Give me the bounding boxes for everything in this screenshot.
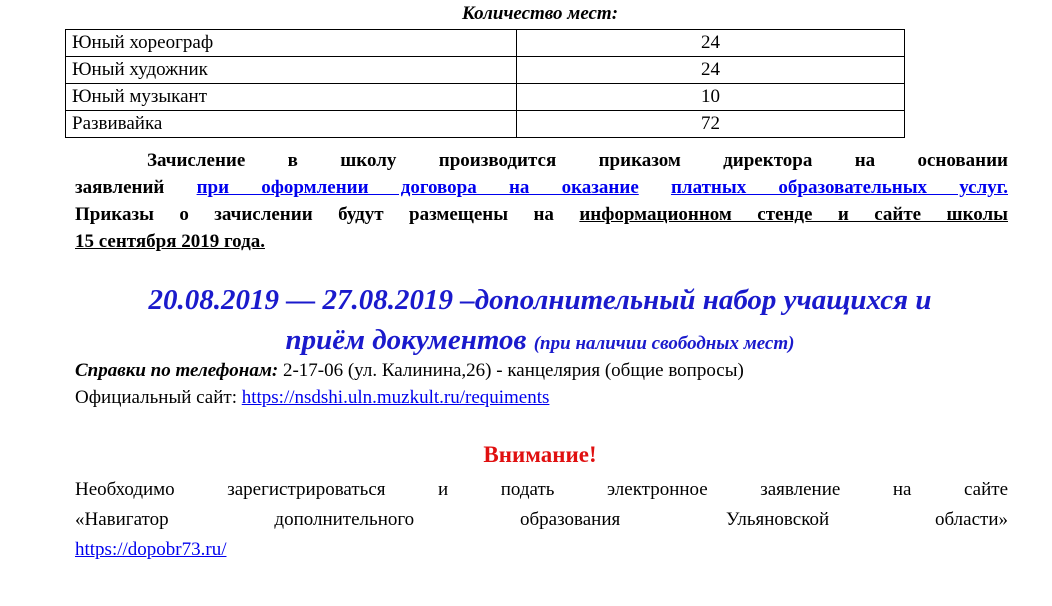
table-row xyxy=(66,30,905,57)
table-row xyxy=(66,111,905,138)
enrollment-paragraph xyxy=(75,147,1008,255)
site-label: Официальный сайт: xyxy=(75,387,242,408)
headline-note: (при наличии свободных мест) xyxy=(533,333,795,354)
paid-services-link[interactable]: платных образовательных услуг. xyxy=(670,177,1009,198)
enrollment-line-3 xyxy=(75,201,1008,228)
headline-documents: приём документов xyxy=(285,324,527,356)
table-caption: Количество мест: xyxy=(461,3,619,24)
orders-prefix: Приказы о зачислении будут размещены на xyxy=(75,204,554,225)
navigator-link[interactable]: https://dopobr73.ru/ xyxy=(75,539,227,560)
phone-label: Справки по телефонам: xyxy=(75,360,279,381)
notice-line-3 xyxy=(75,535,1008,565)
seat-count: 24 xyxy=(517,30,905,57)
notice-paragraph xyxy=(75,475,1008,565)
table-row xyxy=(66,57,905,84)
course-name: Развивайка xyxy=(66,111,517,138)
notice-line-1: Необходимо зарегистрироваться и подать электронное заявление на сайте xyxy=(75,479,1008,500)
course-name: Юный музыкант xyxy=(66,84,517,111)
enrollment-prefix: заявлений xyxy=(75,177,165,198)
notice-line-2: «Навигатор дополнительного образования Ульяновской области» xyxy=(75,509,1008,530)
seat-count: 24 xyxy=(517,57,905,84)
phone-text: 2-17-06 (ул. Калинина,26) - канцелярия (общие вопросы) xyxy=(278,360,744,381)
course-name: Юный художник xyxy=(66,57,517,84)
enrollment-line-2 xyxy=(75,174,1008,201)
table-row xyxy=(66,84,905,111)
info-stand-text: информационном стенде и сайте школы xyxy=(579,204,1009,225)
seat-count: 10 xyxy=(517,84,905,111)
seat-count: 72 xyxy=(517,111,905,138)
headline-line-1: 20.08.2019 — 27.08.2019 –дополнительный набор учащихся и xyxy=(148,284,932,316)
site-info xyxy=(75,384,549,412)
official-site-link[interactable]: https://nsdshi.uln.muzkult.ru/requiments xyxy=(241,387,550,408)
enrollment-date: 15 сентября 2019 года. xyxy=(75,231,265,252)
seats-table xyxy=(65,29,905,138)
contract-link[interactable]: при оформлении договора на оказание xyxy=(196,177,639,198)
attention-title: Внимание! xyxy=(483,442,597,467)
enrollment-line-1: Зачисление в школу производится приказом директора на основании xyxy=(147,150,1008,171)
course-name: Юный хореограф xyxy=(66,30,517,57)
headline-line-2 xyxy=(0,324,1052,357)
phone-info xyxy=(75,357,744,385)
